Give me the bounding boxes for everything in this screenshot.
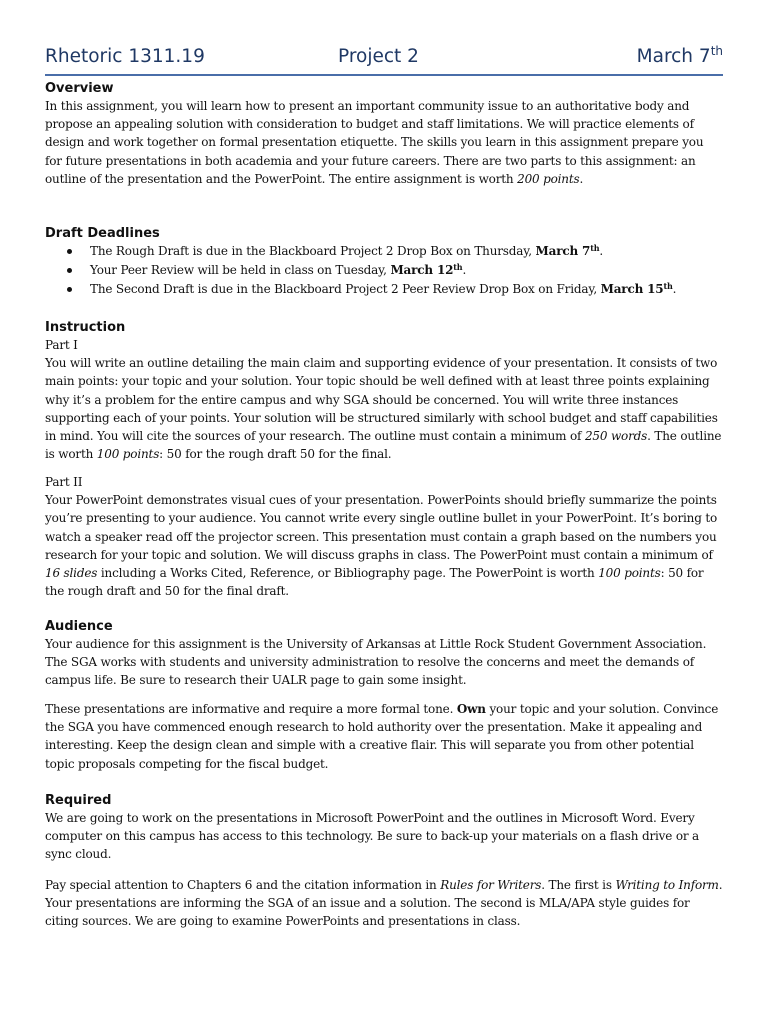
deadlines-section — [45, 225, 723, 299]
deadline-date-suffix: th — [590, 243, 600, 253]
part2-paragraph — [45, 491, 723, 600]
audience-paragraph-2 — [45, 700, 723, 773]
list-item — [45, 242, 723, 261]
part2-points: 100 points — [598, 566, 661, 581]
instruction-section — [45, 319, 723, 463]
required-section — [45, 792, 723, 864]
required-p2-mid: . The first is — [541, 878, 616, 892]
deadline-end: . — [599, 244, 604, 258]
overview-heading: Overview — [45, 81, 114, 96]
part1-text: You will write an outline detailing the main claim and supporting evidence of your presentation. It consists of two main points: your topic and your solution. Your topic should be well defined with at least three points explaining why it’s a problem for the entire campus and why SGA should be concerned. You will write three instances supporting each of your points. Your solution will be structured similarly with school budget and staff capabilities in mind. You will cite the sources of your research. The outline must contain a minimum of — [45, 356, 718, 444]
document-page — [45, 0, 723, 929]
audience-section — [45, 618, 723, 690]
instruction-heading: Instruction — [45, 320, 126, 335]
list-item — [45, 280, 723, 299]
required-paragraph-2 — [45, 876, 723, 931]
deadline-date: March 12 — [390, 263, 454, 277]
header-date-suffix: th — [710, 44, 723, 58]
part2-section — [45, 473, 723, 600]
header-date-text: March 7 — [636, 46, 711, 67]
audience-p2-rest: your topic and your solution. Convince the SGA you have commenced enough research to hold authority over the presentation. Make it appealing and interesting. Keep the design clean and simple with a creative flair. This will separate you from other potential topic proposals competing for the fiscal budget. — [45, 702, 719, 771]
required-p2-start: Pay special attention to Chapters 6 and the citation information in — [45, 878, 441, 892]
project-title: Project 2 — [338, 46, 419, 67]
overview-section — [45, 80, 723, 188]
deadline-date: March 7 — [535, 244, 591, 258]
overview-points: 200 points — [517, 171, 580, 186]
deadline-text: Your Peer Review will be held in class on Tuesday, — [90, 263, 391, 277]
required-paragraph-1: We are going to work on the presentations in Microsoft PowerPoint and the outlines in Microsoft Word. Every computer on this campus has access to this technology. Be sure to back-up your materials on a flash drive or a sync cloud. — [45, 811, 700, 862]
overview-paragraph — [45, 97, 723, 188]
overview-end: . — [579, 171, 584, 186]
overview-text: In this assignment, you will learn how to present an important community issue to an authoritative body and propose an appealing solution with consideration to budget and staff limitations. We will practice elements of design and work together on formal presentation etiquette. The skills you learn in this assignment prepare you for future presentations in both academia and your future careers. There are two parts to this assignment: an outline of the presentation and the PowerPoint. The entire assignment is worth — [45, 99, 704, 186]
deadlines-list — [45, 242, 723, 299]
part2-text: Your PowerPoint demonstrates visual cues of your presentation. PowerPoints should briefly summarize the points you’re presenting to your audience. You cannot write every single outline bullet in your PowerPoint. It’s boring to watch a speaker read off the projector screen. This presentation must contain a graph based on the numbers you research for your topic and solution. We will discuss graphs in class. The PowerPoint must contain a minimum of — [45, 493, 718, 562]
document-header — [45, 0, 723, 76]
deadline-date: March 15 — [600, 282, 664, 296]
header-date — [637, 46, 723, 67]
part2-slides: 16 slides — [45, 566, 98, 581]
part1-words: 250 words — [584, 429, 648, 444]
deadline-text: The Second Draft is due in the Blackboard Project 2 Peer Review Drop Box on Friday, — [90, 282, 601, 296]
required-heading: Required — [45, 793, 112, 808]
audience-paragraph-1: Your audience for this assignment is the University of Arkansas at Little Rock Student Government Association. The SGA works with students and university administration to resolve the concerns and meet the demands of campus life. Be sure to research their UALR page to gain some insight. — [45, 637, 707, 688]
part1-end: : 50 for the rough draft 50 for the final. — [159, 447, 392, 462]
part1-paragraph — [45, 354, 723, 463]
part2-label: Part II — [45, 475, 83, 489]
course-title: Rhetoric 1311.19 — [45, 46, 205, 67]
audience-p2-start: These presentations are informative and require a more formal tone. — [45, 702, 457, 716]
deadline-date-suffix: th — [663, 281, 673, 291]
part1-mid: . The outline is worth — [45, 429, 722, 462]
required-p2-chapter: Writing to Inform — [615, 878, 719, 892]
part1-points: 100 points — [96, 447, 160, 462]
audience-heading: Audience — [45, 619, 113, 634]
list-item — [45, 261, 723, 280]
part2-end: : 50 for the rough draft and 50 for the final draft. — [45, 566, 704, 599]
deadlines-heading: Draft Deadlines — [45, 226, 160, 241]
deadline-date-suffix: th — [453, 262, 463, 272]
part2-mid: including a Works Cited, Reference, or Bibliography page. The PowerPoint is worth — [97, 566, 599, 581]
required-p2-book: Rules for Writers — [440, 878, 542, 892]
required-section-2 — [45, 876, 723, 931]
deadline-text: The Rough Draft is due in the Blackboard Project 2 Drop Box on Thursday, — [90, 244, 536, 258]
audience-section-2 — [45, 700, 723, 773]
audience-p2-bold: Own — [456, 702, 486, 716]
required-p2-end: . Your presentations are informing the SGA of an issue and a solution. The second is MLA/APA style guides for citing sources. We are going to examine PowerPoints and presentations in class. — [45, 878, 723, 929]
part1-label: Part I — [45, 338, 78, 352]
deadline-end: . — [672, 282, 677, 296]
deadline-end: . — [462, 263, 467, 277]
